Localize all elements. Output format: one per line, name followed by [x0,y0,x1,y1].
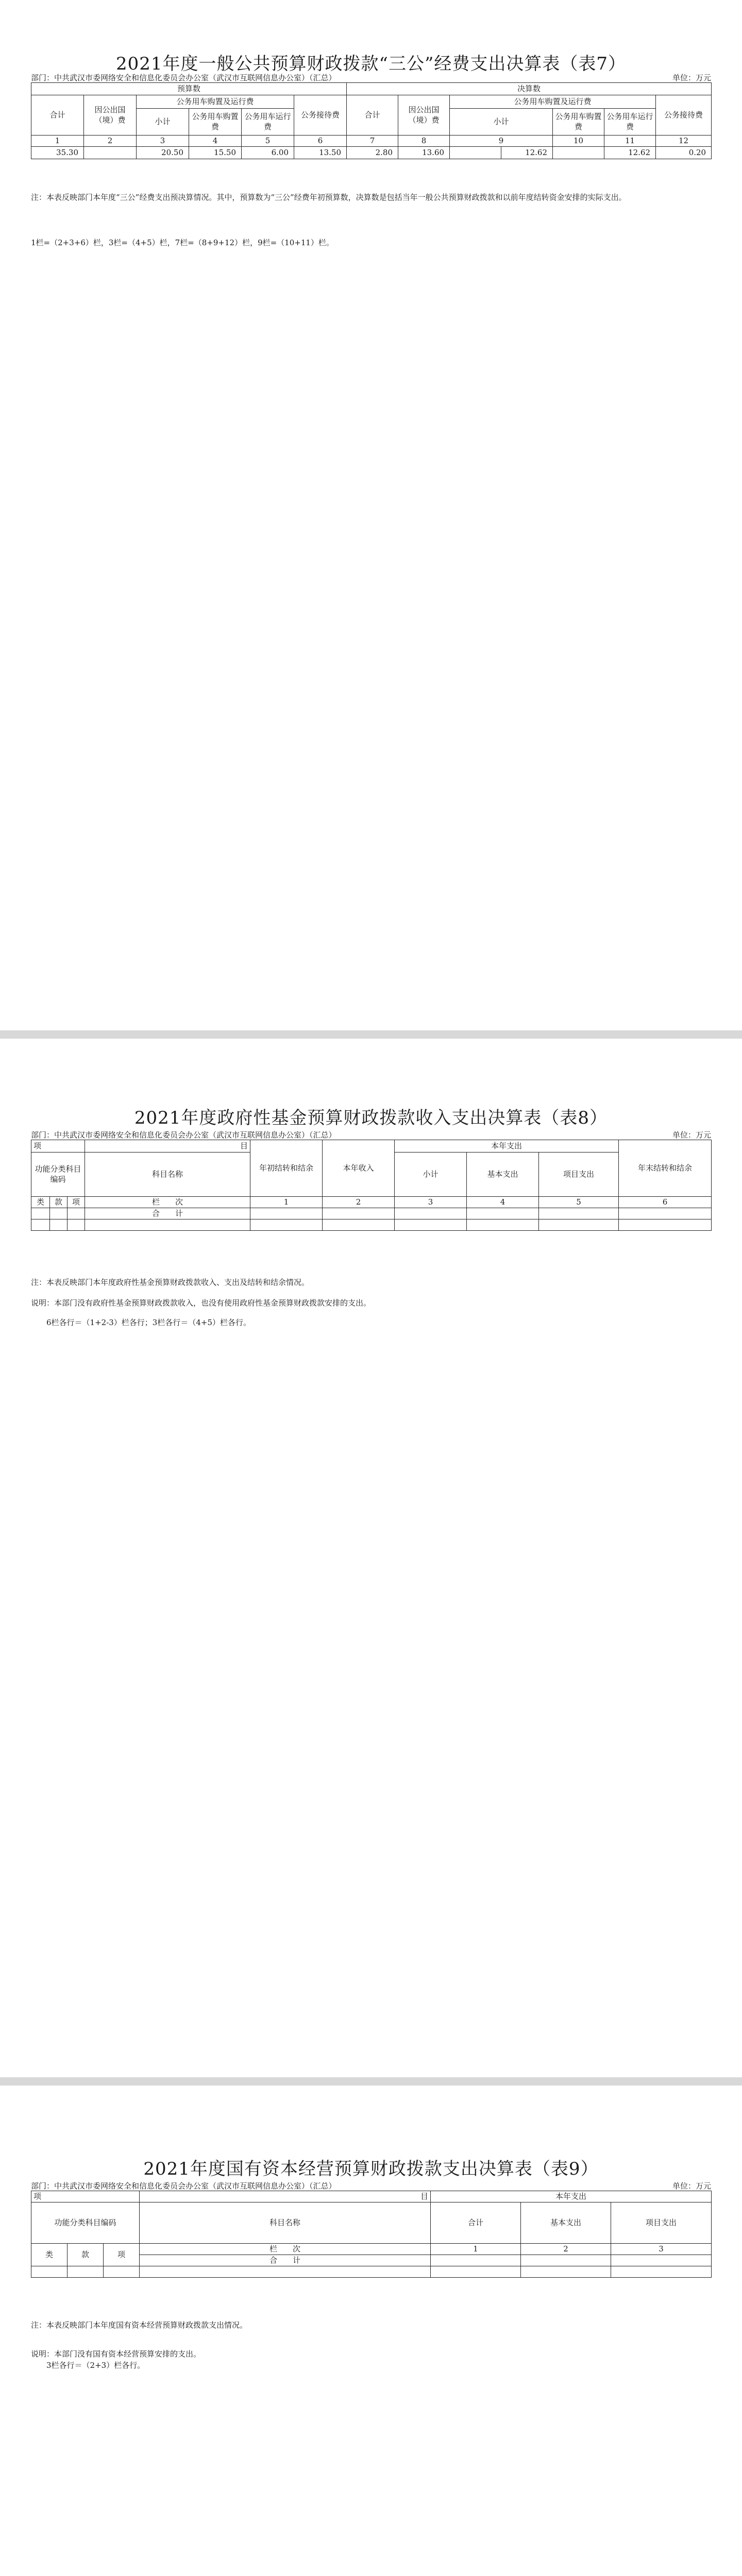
t7-value: 6.00 [242,147,294,159]
t8-h-basic: 基本支出 [467,1153,539,1197]
table7-meta [31,72,711,83]
t9-colnum: 3 [611,2244,712,2255]
t8-total-cell [250,1208,323,1219]
t7-colnum: 2 [84,135,137,147]
t7-colnum: 4 [189,135,242,147]
t9-empty-cell [611,2266,712,2278]
t9-empty-cell [140,2266,431,2278]
t9-h-mu: 目 [140,2191,431,2202]
t9-total-cell [431,2255,521,2266]
table8-sheet [31,1039,711,2077]
table9-title: 2021年度国有资本经营预算财政拨款支出决算表（表9） [143,2159,599,2179]
t7-value: 15.50 [189,147,242,159]
table7-title: 2021年度一般公共预算财政拨款“三公”经费支出决算表（表7） [116,54,626,74]
t8-empty-cell [85,1219,250,1231]
t7-budget-total: 合计 [31,95,84,135]
t7-colnum: 1 [31,135,84,147]
table7-department: 部门：中共武汉市委网络安全和信息化委员会办公室（武汉市互联网信息办公室）（汇总） [31,73,336,82]
t8-h-income: 本年收入 [323,1140,395,1197]
t8-lanci: 栏 次 [85,1197,250,1208]
t8-total-kuan [50,1208,68,1219]
t9-colnum: 2 [521,2244,611,2255]
t7-final-running: 公务用车运行费 [604,109,656,135]
t9-h-basic: 基本支出 [521,2202,611,2244]
t7-final-total: 合计 [347,95,398,135]
t8-empty-cell [31,1219,50,1231]
t7-value [84,147,137,159]
t7-value: 0.20 [656,147,712,159]
t7-budget-running: 公务用车运行费 [242,109,294,135]
t9-note-line: 注：本表反映部门本年度国有资本经营预算财政拨款支出情况。 [31,2320,248,2330]
t7-note-line: 注：本表反映部门本年度“三公”经费支出预决算情况。其中，预算数为“三公”经费年初预算数，决算数是包括当年一般公共预算财政拨款和以前年度结转资金安排的实际支出。 [31,193,627,202]
t9-lanci: 栏 次 [140,2244,431,2255]
t8-h-proj: 项目支出 [539,1153,619,1197]
t8-empty-cell [539,1219,619,1231]
t7-budget-abroad: 因公出国（境）费 [84,95,137,135]
t7-budget-vehicle: 公务用车购置及运行费 [137,95,294,109]
t9-h-kuan: 款 [68,2244,104,2266]
t9-h-code: 功能分类科目编码 [31,2202,140,2244]
t7-final-purchase: 公务用车购置费 [553,109,604,135]
page-separator [0,1030,742,1039]
t7-value: 12.62 [604,147,656,159]
t8-note-line: 注：本表反映部门本年度政府性基金预算财政拨款收入、支出及结转和结余情况。 [31,1278,310,1287]
t9-h-lei: 类 [31,2244,68,2266]
t7-final-subtotal: 小计 [450,109,553,135]
t7-value: 2.80 [347,147,398,159]
page-table9 [0,2086,742,2576]
t7-colnum: 5 [242,135,294,147]
table9-unit: 单位：万元 [672,2181,711,2191]
table8-title: 2021年度政府性基金预算财政拨款收入支出决算表（表8） [134,1108,608,1128]
t8-total-cell [323,1208,395,1219]
t7-final-header: 决算数 [347,83,712,95]
table8-meta [31,1129,711,1140]
t9-h-xiang: 项 [31,2191,140,2202]
t8-colnum: 4 [467,1197,539,1208]
t8-colnum: 3 [395,1197,467,1208]
t7-final-reception: 公务接待费 [656,95,712,135]
t9-total-cell [521,2255,611,2266]
t7-value: 35.30 [31,147,84,159]
t9-empty-cell [104,2266,140,2278]
t7-budget-reception: 公务接待费 [294,95,347,135]
table9-department: 部门：中共武汉市委网络安全和信息化委员会办公室（武汉市互联网信息办公室）（汇总） [31,2181,336,2191]
t8-empty-cell [50,1219,68,1231]
t9-empty-cell [431,2266,521,2278]
page-table7 [0,0,742,1030]
t8-total-cell [395,1208,467,1219]
t9-empty-cell [521,2266,611,2278]
t8-note-line: 6栏各行＝（1+2-3）栏各行；3栏各行＝（4+5）栏各行。 [31,1318,251,1327]
t8-empty-cell [250,1219,323,1231]
table7-unit: 单位：万元 [672,73,711,82]
t8-h-carry-out: 年末结转和结余 [619,1140,712,1197]
t8-h-name: 科目名称 [85,1153,250,1197]
t7-note-line: 1栏=（2+3+6）栏，3栏=（4+5）栏，7栏=（8+9+12）栏，9栏=（10+11）栏。 [31,238,334,247]
t8-empty-cell [395,1219,467,1231]
t7-value: 20.50 [137,147,189,159]
t8-empty-cell [619,1219,712,1231]
table7-sheet [31,0,711,1030]
t8-colnum: 2 [323,1197,395,1208]
t9-h-expense: 本年支出 [431,2191,712,2202]
t8-h-expense: 本年支出 [395,1140,619,1153]
t7-colnum: 12 [656,135,712,147]
t8-h-xiang2: 项 [68,1197,85,1208]
t8-colnum: 1 [250,1197,323,1208]
table9-notes [31,2292,711,2399]
t8-h-mu: 目 [85,1140,250,1153]
t8-total-cell [619,1208,712,1219]
t8-h-kuan: 款 [50,1197,68,1208]
t7-colnum: 10 [553,135,604,147]
table8-unit: 单位：万元 [672,1130,711,1140]
t8-h-carry-in: 年初结转和结余 [250,1140,323,1197]
t7-value [553,147,604,159]
table7-notes [31,164,711,276]
t8-h-lei: 类 [31,1197,50,1208]
t9-h-xiang2: 项 [104,2244,140,2266]
table9-remark: 说明：本部门没有国有资本经营预算安排的支出。 [31,2349,201,2359]
table8 [31,1140,712,1231]
t7-colnum: 9 [450,135,553,147]
t9-colnum: 1 [431,2244,521,2255]
t7-colnum: 7 [347,135,398,147]
t8-empty-cell [323,1219,395,1231]
t9-note-line: 3栏各行＝（2+3）栏各行。 [31,2361,145,2370]
t7-colnum: 3 [137,135,189,147]
t7-value: 13.50 [294,147,347,159]
t7-colnum: 11 [604,135,656,147]
t8-empty-cell [467,1219,539,1231]
t7-value: 12.62 [501,147,553,159]
table9-sheet [31,2086,711,2576]
t8-h-subtotal: 小计 [395,1153,467,1197]
t7-colnum: 6 [294,135,347,147]
t8-total-label: 合 计 [85,1208,250,1219]
table7 [31,82,712,159]
table9-meta [31,2180,711,2191]
t9-h-total: 合计 [431,2202,521,2244]
table8-department: 部门：中共武汉市委网络安全和信息化委员会办公室（武汉市互联网信息办公室）（汇总） [31,1130,336,1140]
page-separator [0,2077,742,2086]
t9-empty-cell [68,2266,104,2278]
table9 [31,2191,712,2278]
page-table8 [0,1039,742,2077]
t8-total-cell [467,1208,539,1219]
t8-total-xiang [68,1208,85,1219]
t7-value [450,147,501,159]
table8-remark: 说明：本部门没有政府性基金预算财政拨款收入，也没有使用政府性基金预算财政拨款安排的支出。 [31,1298,372,1308]
t9-empty-cell [31,2266,68,2278]
t8-colnum: 5 [539,1197,619,1208]
t7-final-abroad: 因公出国（境）费 [398,95,450,135]
t8-empty-cell [68,1219,85,1231]
t8-total-cell [539,1208,619,1219]
t7-budget-purchase: 公务用车购置费 [189,109,242,135]
t7-budget-subtotal: 小计 [137,109,189,135]
t7-budget-header: 预算数 [31,83,347,95]
t7-colnum: 8 [398,135,450,147]
t8-h-code: 功能分类科目编码 [31,1153,85,1197]
t9-total-label: 合 计 [140,2255,431,2266]
t8-colnum: 6 [619,1197,712,1208]
t9-total-cell [611,2255,712,2266]
t8-total-lei [31,1208,50,1219]
t9-h-proj: 项目支出 [611,2202,712,2244]
t7-value: 13.60 [398,147,450,159]
t7-final-vehicle: 公务用车购置及运行费 [450,95,656,109]
t8-h-xiang: 项 [31,1140,85,1153]
t9-h-name: 科目名称 [140,2202,431,2244]
